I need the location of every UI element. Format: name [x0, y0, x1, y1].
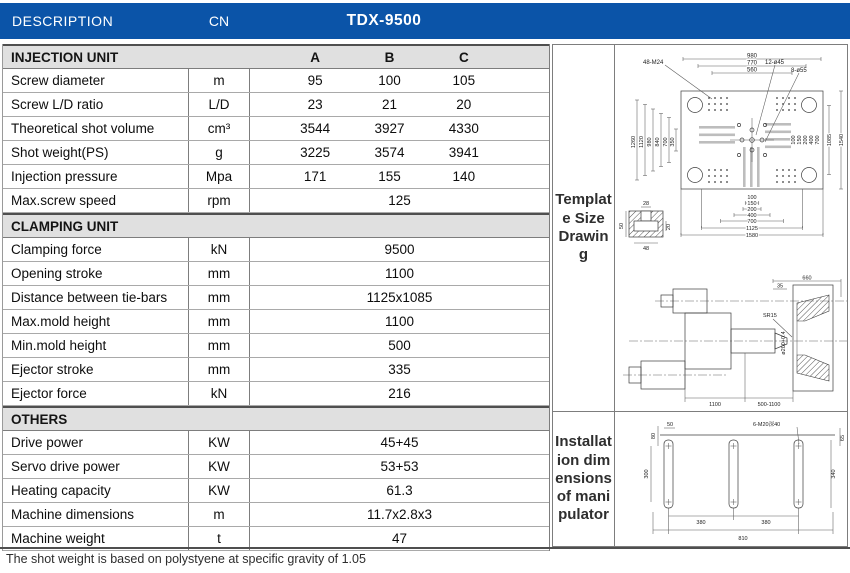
dim-label: 350 [670, 137, 676, 147]
spec-unit: kN [189, 238, 250, 261]
spec-unit: cm³ [189, 117, 250, 140]
spec-row [3, 382, 549, 406]
dim-label: 700 [747, 219, 757, 225]
spec-row [3, 479, 549, 503]
section-header [3, 406, 549, 431]
dim-label: 840 [655, 137, 661, 147]
spec-values [250, 117, 549, 140]
spec-values [250, 431, 549, 454]
spec-label: Servo drive power [3, 455, 189, 478]
section-header [3, 44, 549, 69]
svg-text:380: 380 [761, 520, 771, 526]
dim-label: 48-M24 [643, 60, 664, 66]
header-bar [0, 3, 850, 39]
dim-label: 200 [803, 135, 809, 145]
spec-value: 1125x1085 [366, 290, 433, 305]
spec-value: 3927 [374, 121, 405, 136]
header-model-title: TDX-9500 [346, 12, 422, 29]
spec-label: Min.mold height [3, 334, 189, 357]
machine-side-view [623, 276, 847, 409]
spec-label: Theoretical shot volume [3, 117, 189, 140]
spec-unit: mm [189, 262, 250, 285]
spec-label: Ejector force [3, 382, 189, 405]
spec-values [250, 141, 549, 164]
manipulator-slots [660, 435, 835, 508]
spec-value: 3941 [448, 145, 479, 160]
svg-text:50: 50 [619, 222, 625, 230]
spec-label: Heating capacity [3, 479, 189, 502]
spec-unit: Mpa [189, 165, 250, 188]
spec-row [3, 262, 549, 286]
spec-value: 155 [378, 169, 401, 184]
spec-label: Machine weight [3, 527, 189, 550]
spec-value: 21 [381, 97, 397, 112]
spec-unit: KW [189, 431, 250, 454]
footnote: The shot weight is based on polystyene at specific gravity of 1.05 [6, 552, 366, 566]
spec-label: Distance between tie-bars [3, 286, 189, 309]
spec-label: Screw L/D ratio [3, 93, 189, 116]
svg-text:ø200+0.4: ø200+0.4 [781, 331, 787, 355]
spec-value: 95 [307, 73, 323, 88]
spec-value: 105 [452, 73, 476, 88]
manipulator-drawing-svg [615, 412, 847, 546]
spec-label: Clamping force [3, 238, 189, 261]
spec-values [250, 286, 549, 309]
spec-values [250, 503, 549, 526]
spec-value: 20 [456, 97, 472, 112]
spec-values [250, 165, 549, 188]
spec-values [250, 382, 549, 405]
spec-value: 1100 [384, 314, 415, 329]
dim-label: 6-M20深40 [753, 422, 781, 428]
abc-column-headers [250, 46, 549, 68]
spec-value: 4330 [448, 121, 479, 136]
dim-label: 980 [647, 137, 653, 147]
svg-text:300: 300 [644, 469, 650, 479]
dim-label: 150 [797, 135, 803, 145]
spec-unit: mm [189, 334, 250, 357]
spec-unit: KW [189, 455, 250, 478]
spec-value: 500 [388, 338, 411, 353]
spec-label: Max.screw speed [3, 189, 189, 212]
spec-value: 47 [391, 531, 408, 546]
spec-values [250, 455, 549, 478]
template-drawing-cell [553, 45, 847, 411]
spec-values [250, 334, 549, 357]
spec-values [250, 262, 549, 285]
spec-label: Drive power [3, 431, 189, 454]
spec-values [250, 93, 549, 116]
spec-value: 335 [388, 362, 411, 377]
svg-text:80: 80 [651, 432, 657, 440]
manipulator-dims [644, 420, 846, 542]
svg-text:660: 660 [802, 275, 812, 282]
spec-value: 61.3 [386, 483, 413, 498]
svg-text:560: 560 [746, 67, 758, 74]
spec-row [3, 358, 549, 382]
spec-unit: KW [189, 479, 250, 502]
spec-value: 53+53 [380, 459, 419, 474]
dim-label: 8-ø55 [791, 68, 807, 74]
dim-label: 1580 [745, 233, 759, 239]
dim-label: 100 [791, 135, 797, 145]
dim-label: 700 [815, 135, 821, 145]
column-header: A [310, 49, 321, 65]
section-title: CLAMPING UNIT [11, 218, 119, 234]
spec-unit: m [189, 503, 250, 526]
spec-values [250, 358, 549, 381]
spec-value: 171 [303, 169, 327, 184]
dim-label: 100 [747, 195, 757, 201]
section-title: INJECTION UNIT [11, 49, 119, 65]
platen-right-dims [791, 91, 845, 189]
spec-unit: m [189, 69, 250, 92]
spec-value: 140 [452, 169, 476, 184]
svg-text:28: 28 [642, 201, 650, 207]
spec-row [3, 69, 549, 93]
spec-label: Screw diameter [3, 69, 189, 92]
spec-unit: mm [189, 358, 250, 381]
svg-text:340: 340 [831, 469, 837, 479]
spec-row [3, 503, 549, 527]
spec-label: Ejector stroke [3, 358, 189, 381]
spec-row [3, 189, 549, 213]
spec-table [2, 44, 550, 551]
spec-unit: t [189, 527, 250, 550]
spec-value: 3574 [374, 145, 405, 160]
spec-row [3, 117, 549, 141]
spec-row [3, 310, 549, 334]
spec-unit: L/D [189, 93, 250, 116]
spec-label: Machine dimensions [3, 503, 189, 526]
dim-label: 1260 [631, 135, 637, 149]
spec-values [250, 238, 549, 261]
dim-label: 200 [747, 207, 757, 213]
spec-label: Shot weight(PS) [3, 141, 189, 164]
spec-row [3, 238, 549, 262]
spec-value: 45+45 [380, 435, 419, 450]
spec-unit: g [189, 141, 250, 164]
template-size-drawing-svg [615, 45, 847, 411]
spec-values [250, 310, 549, 333]
section-title: OTHERS [11, 411, 68, 427]
spec-value: 11.7x2.8x3 [366, 507, 433, 522]
spec-row [3, 165, 549, 189]
section-header [3, 213, 549, 238]
svg-text:48: 48 [642, 246, 650, 252]
spec-value: 3225 [300, 145, 331, 160]
spec-row [3, 431, 549, 455]
svg-text:770: 770 [746, 60, 758, 67]
svg-text:50: 50 [666, 422, 674, 428]
template-drawing-area [615, 45, 847, 411]
platen-left-dims [631, 100, 678, 180]
svg-text:810: 810 [738, 536, 748, 542]
column-header: B [384, 49, 395, 65]
spec-unit: mm [189, 310, 250, 333]
dim-label: 12-ø45 [765, 60, 785, 66]
spec-value: 3544 [300, 121, 331, 136]
spec-row [3, 334, 549, 358]
svg-text:500-1100: 500-1100 [757, 402, 781, 408]
spec-values [250, 189, 549, 212]
drawings-panel [552, 44, 848, 547]
bottom-rule [0, 547, 850, 549]
spec-row [3, 93, 549, 117]
dim-label: 400 [747, 213, 757, 219]
spec-value: 9500 [384, 242, 415, 257]
header-cn-label: CN [208, 13, 230, 29]
svg-text:65: 65 [840, 434, 846, 442]
dim-label: 1125 [746, 226, 758, 232]
dim-label: 1120 [639, 136, 645, 148]
dim-label: 1085 [827, 133, 833, 147]
spec-unit: kN [189, 382, 250, 405]
dim-label: 150 [747, 201, 757, 207]
manipulator-drawing-area [615, 412, 847, 546]
platen-bottom-dims [681, 189, 823, 239]
spec-unit: mm [189, 286, 250, 309]
spec-label: Opening stroke [3, 262, 189, 285]
manipulator-drawing-label: Installation dimensions of manipulator [553, 412, 615, 546]
spec-row [3, 286, 549, 310]
dim-label: 700 [663, 137, 669, 147]
svg-text:380: 380 [696, 520, 706, 526]
svg-text:20: 20 [666, 223, 672, 231]
platen-grooves [699, 123, 791, 187]
spec-unit: rpm [189, 189, 250, 212]
dim-label: 1540 [839, 133, 845, 147]
spec-values [250, 479, 549, 502]
svg-text:1100: 1100 [709, 402, 721, 408]
spec-value: 23 [307, 97, 323, 112]
svg-text:980: 980 [746, 53, 758, 60]
svg-text:35: 35 [776, 283, 784, 290]
dim-label: 400 [809, 135, 815, 145]
spec-row [3, 455, 549, 479]
t-slot-detail [619, 201, 672, 252]
column-header: C [458, 49, 469, 65]
dim-label: SR15 [763, 313, 777, 319]
spec-value: 125 [388, 193, 411, 208]
spec-values [250, 69, 549, 92]
spec-label: Injection pressure [3, 165, 189, 188]
spec-value: 216 [388, 386, 411, 401]
spec-row [3, 141, 549, 165]
spec-value: 100 [378, 73, 401, 88]
manipulator-drawing-cell [553, 411, 847, 546]
spec-value: 1100 [384, 266, 415, 281]
spec-label: Max.mold height [3, 310, 189, 333]
template-drawing-label: Template Size Drawing [553, 45, 615, 411]
header-description-label: DESCRIPTION [12, 13, 114, 29]
